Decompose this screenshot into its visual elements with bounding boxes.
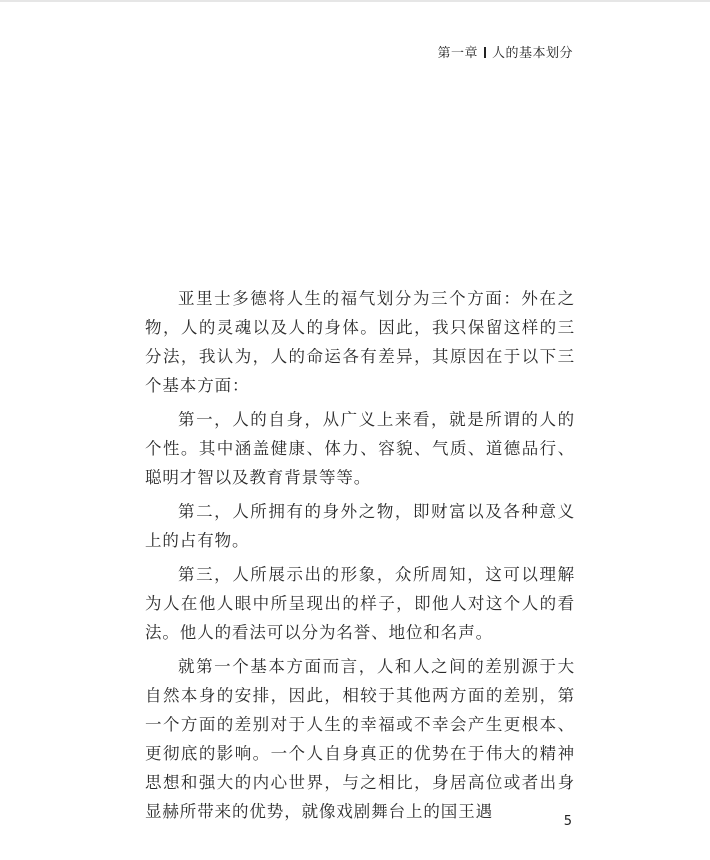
paragraph-3: 第二，人所拥有的身外之物，即财富以及各种意义上的占有物。 bbox=[145, 502, 575, 550]
body-text bbox=[145, 284, 575, 831]
chapter-number: 第一章 bbox=[437, 46, 478, 61]
top-border bbox=[0, 0, 710, 2]
page-number: 5 bbox=[563, 814, 572, 829]
header-separator bbox=[484, 47, 486, 58]
chapter-title: 人的基本划分 bbox=[491, 46, 573, 61]
paragraph-1: 亚里士多德将人生的福气划分为三个方面：外在之物，人的灵魂以及人的身体。因此，我只保留这样的三分法，我认为，人的命运各有差异，其原因在于以下三个基本方面： bbox=[145, 289, 575, 395]
paragraph-2: 第一，人的自身，从广义上来看，就是所谓的人的个性。其中涵盖健康、体力、容貌、气质、道德品行、聪明才智以及教育背景等等。 bbox=[145, 410, 575, 487]
paragraph-4: 第三，人所展示出的形象，众所周知，这可以理解为人在他人眼中所呈现出的样子，即他人对这个人的看法。他人的看法可以分为名誉、地位和名声。 bbox=[145, 565, 575, 642]
running-header bbox=[437, 42, 573, 61]
paragraph-5: 就第一个基本方面而言，人和人之间的差别源于大自然本身的安排，因此，相较于其他两方面的差别，第一个方面的差别对于人生的幸福或不幸会产生更根本、更彻底的影响。一个人自身真正的优势在于伟大的精神思想和强大的内心世界，与之相比，身居高位或者出身显赫所带来的优势，就像戏剧舞台上的国王遇 bbox=[145, 657, 575, 821]
